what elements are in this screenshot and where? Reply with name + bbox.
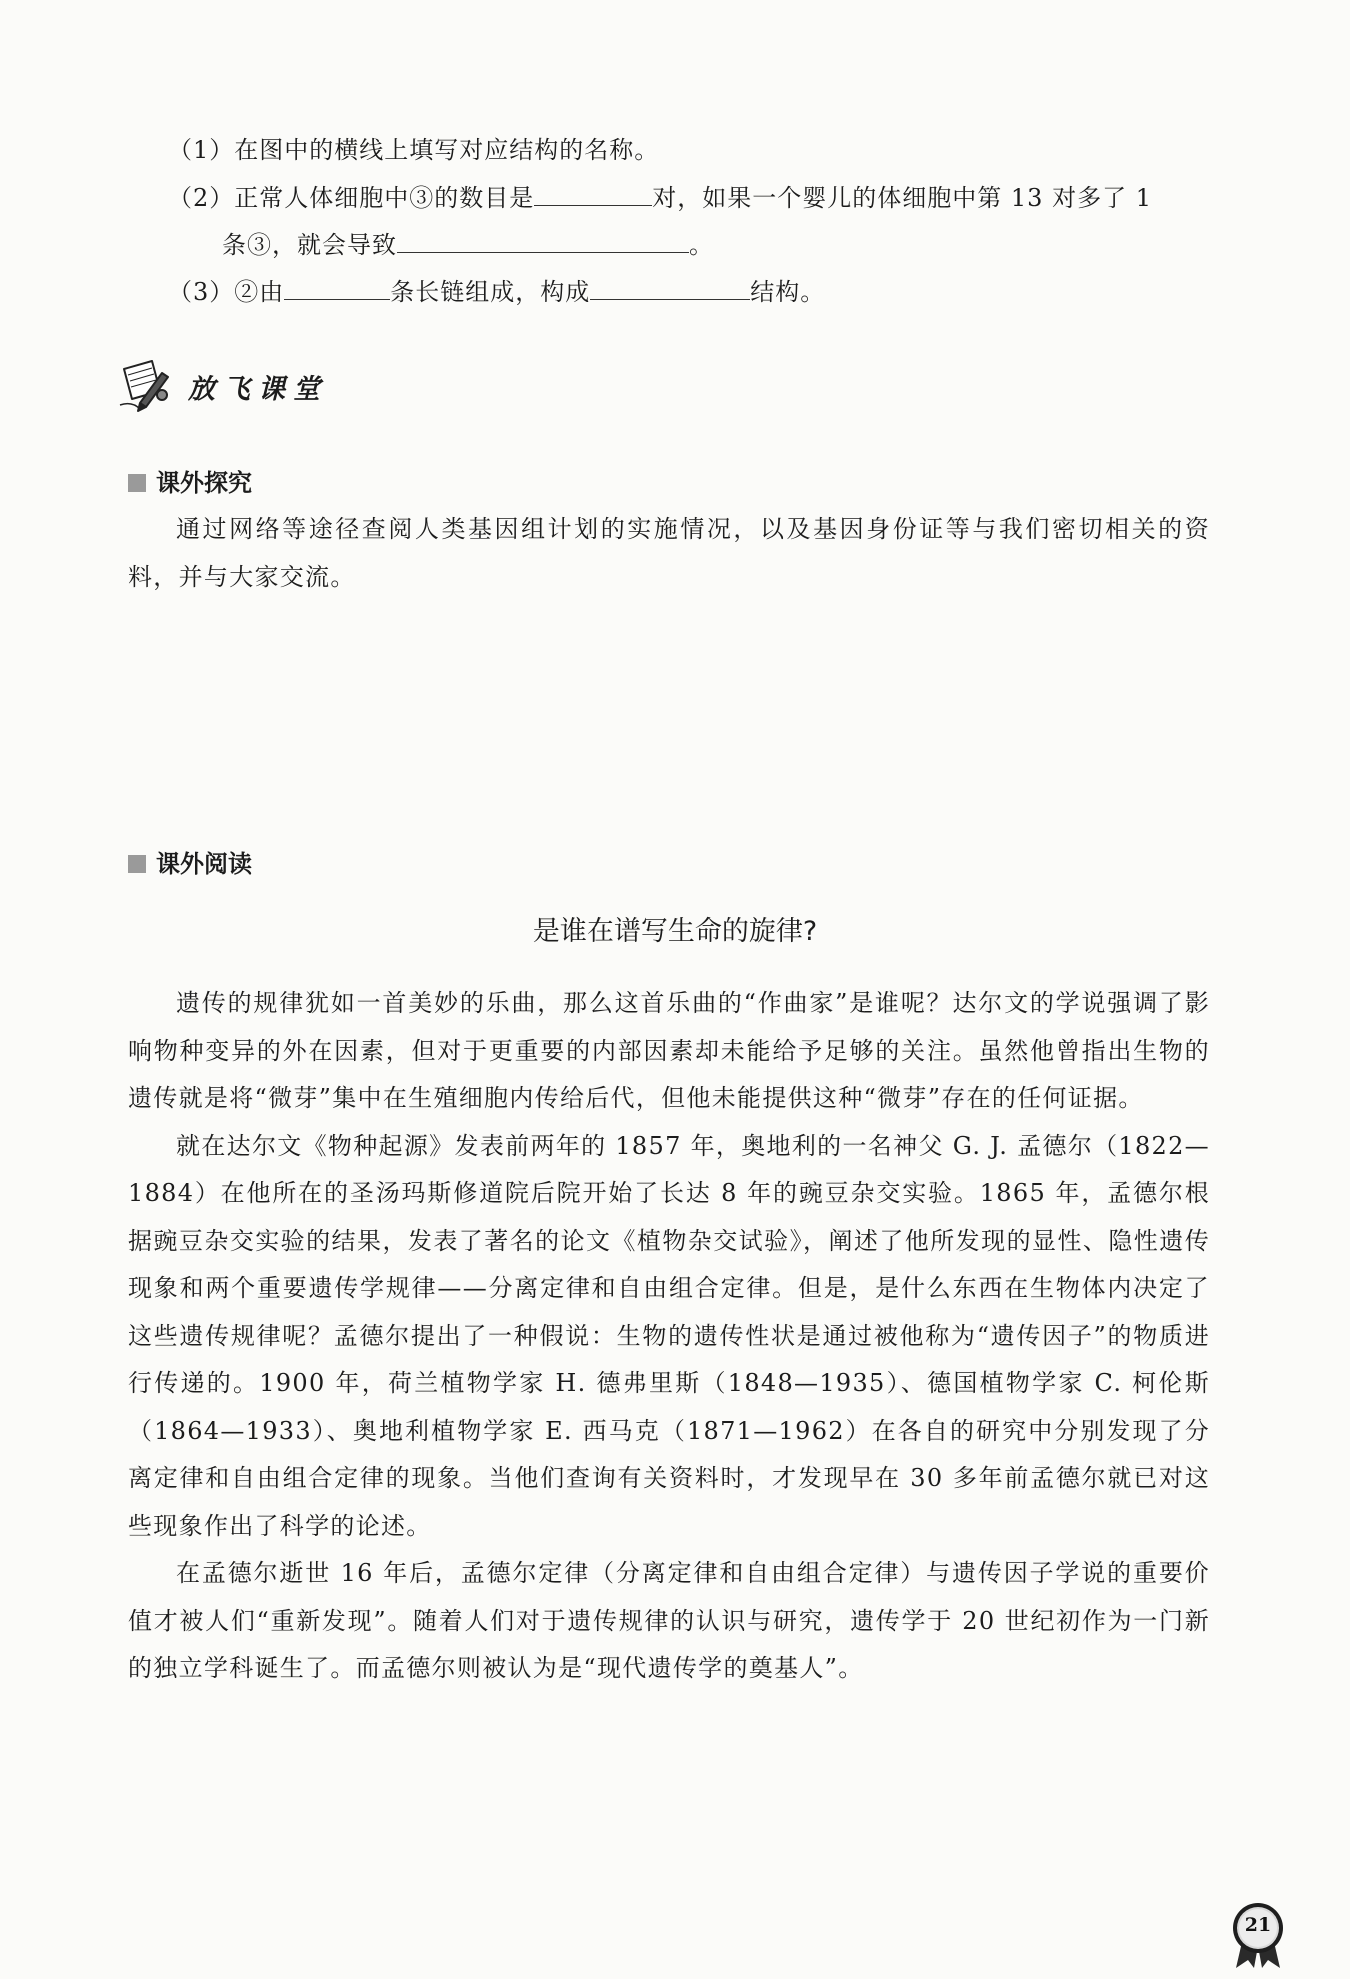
answer-blank-disease[interactable]	[397, 230, 689, 253]
section-logo-title: 放飞课堂	[188, 373, 328, 405]
question-3-text-c: 结构。	[750, 278, 826, 306]
section-marker-icon	[128, 855, 146, 873]
answer-blank-chromosome-count[interactable]	[534, 183, 652, 206]
question-2-text-d: 。	[689, 231, 714, 259]
section-marker-icon	[128, 474, 146, 492]
page-number-badge	[1228, 1902, 1288, 1970]
question-3-text-a: （3）②由	[168, 278, 285, 306]
page-number: 21	[1244, 1914, 1272, 1936]
explore-text: 通过网络等途径查阅人类基因组计划的实施情况，以及基因身份证等与我们密切相关的资料，并与大家交流。	[128, 515, 1210, 591]
reading-heading	[128, 849, 252, 879]
section-logo	[118, 355, 328, 417]
question-2	[168, 183, 1152, 213]
question-3	[168, 277, 825, 307]
article-title: 是谁在谱写生命的旋律?	[532, 916, 818, 947]
answer-blank-structure[interactable]	[590, 277, 750, 300]
question-2-continued	[222, 230, 714, 260]
question-2-text-a: （2）正常人体细胞中③的数目是	[168, 184, 535, 212]
question-2-text-b: 对，如果一个婴儿的体细胞中第 13 对多了 1	[652, 184, 1152, 212]
pencil-paper-icon	[118, 355, 180, 417]
question-3-text-b: 条长链组成，构成	[390, 278, 591, 306]
article-paragraph: 在孟德尔逝世 16 年后，孟德尔定律（分离定律和自由组合定律）与遗传因子学说的重要价值才被人们“重新发现”。随着人们对于遗传规律的认识与研究，遗传学于 20 世纪初作为一门新的独立学科诞生了。而孟德尔则被认为是“现代遗传学的奠基人”。	[128, 1559, 1210, 1682]
explore-heading	[128, 468, 252, 498]
article-paragraph: 就在达尔文《物种起源》发表前两年的 1857 年，奥地利的一名神父 G. J. 孟德尔（1822—1884）在他所在的圣汤玛斯修道院后院开始了长达 8 年的豌豆杂交实验。1865 年，孟德尔根据豌豆杂交实验的结果，发表了著名的论文《植物杂交试验》，阐述了他所发现的显性、隐性遗传现象和两个重要遗传学规律——分离定律和自由组合定律。但是，是什么东西在生物体内决定了这些遗传规律呢？孟德尔提出了一种假说：生物的遗传性状是通过被他称为“遗传因子”的物质进行传递的。1900 年，荷兰植物学家 H. 德弗里斯（1848—1935）、德国植物学家 C. 柯伦斯（1864—1933）、奥地利植物学家 E. 西马克（1871—1962）在各自的研究中分别发现了分离定律和自由组合定律的现象。当他们查询有关资料时，才发现早在 30 多年前孟德尔就已对这些现象作出了科学的论述。	[128, 1131, 1210, 1540]
answer-blank-chain-count[interactable]	[284, 277, 390, 300]
article-body	[128, 980, 1210, 1693]
explore-paragraph	[128, 506, 1210, 601]
article-paragraph: 遗传的规律犹如一首美妙的乐曲，那么这首乐曲的“作曲家”是谁呢？达尔文的学说强调了影响物种变异的外在因素，但对于更重要的内部因素却未能给予足够的关注。虽然他曾指出生物的遗传就是将“微芽”集中在生殖细胞内传给后代，但他未能提供这种“微芽”存在的任何证据。	[128, 989, 1210, 1112]
explore-heading-label: 课外探究	[156, 469, 252, 497]
rosette-icon	[1228, 1902, 1288, 1970]
question-1: （1）在图中的横线上填写对应结构的名称。	[168, 136, 660, 164]
reading-heading-label: 课外阅读	[156, 850, 252, 878]
question-2-text-c: 条③，就会导致	[222, 231, 397, 259]
